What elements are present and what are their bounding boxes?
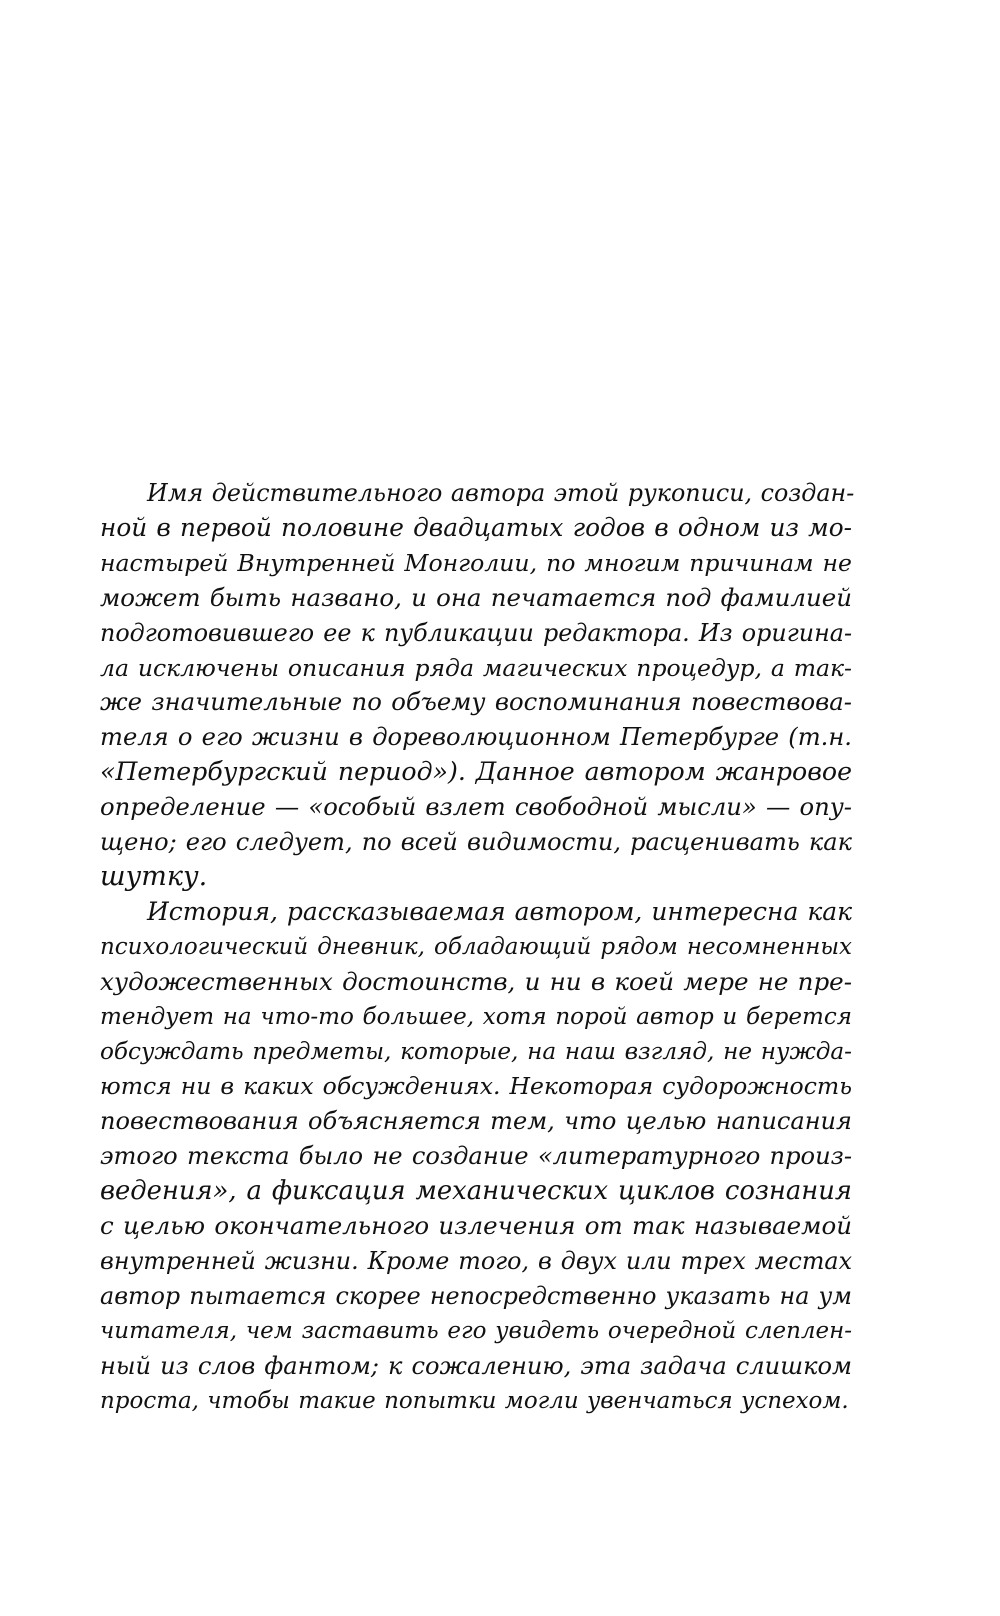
text-line: проста, чтобы такие попытки могли увенчаться успехом. [100, 1387, 849, 1414]
text-line: автор пытается скорее непосредственно указать на ум [100, 1281, 852, 1310]
text-line: щено; его следует, по всей видимости, расценивать как [100, 828, 852, 857]
text-line: подготовившего ее к публикации редактора. Из оригина- [100, 618, 852, 647]
text-line: читателя, чем заставить его увидеть очередной слеплен- [100, 1317, 852, 1344]
preface-text [100, 476, 855, 1418]
text-line: ной в первой половине двадцатых годов в одном из мо- [100, 512, 852, 542]
text-line: обсуждать предметы, которые, на наш взгляд, не нужда- [100, 1038, 852, 1065]
text-line: тендует на что-то большее, хотя порой автор и берется [100, 1003, 852, 1030]
text-line: ла исключены описания ряда магических процедур, а так- [100, 653, 852, 682]
text-line: ются ни в каких обсуждениях. Некоторая судорожность [100, 1072, 852, 1101]
text-line: «Петербургский период»). Данное автором жанровое [100, 757, 852, 787]
text-line: психологический дневник, обладающий рядом несомненных [100, 933, 852, 960]
text-line: этого текста было не создание «литературного произ- [100, 1142, 852, 1171]
text-line: может быть названо, и она печатается под фамилией [100, 582, 852, 612]
text-line: настырей Внутренней Монголии, по многим причинам не [100, 548, 852, 577]
paragraph-1 [100, 476, 855, 895]
text-line: с целью окончательного излечения от так называемой [100, 1211, 852, 1241]
text-line: История, рассказываемая автором, интересна как [147, 896, 852, 926]
text-line: определение — «особый взлет свободной мысли» — опу- [100, 792, 852, 822]
text-line: внутренней жизни. Кроме того, в двух или трех местах [100, 1246, 852, 1275]
paragraph-2 [100, 895, 852, 1419]
text-line: повествования объясняется тем, что целью написания [100, 1107, 852, 1136]
text-line: же значительные по объему воспоминания повествова- [100, 687, 852, 717]
text-line: шутку. [100, 860, 208, 892]
text-line: ный из слов фантом; к сожалению, эта задача слишком [100, 1351, 852, 1380]
text-line: художественных достоинств, и ни в коей мере не пре- [100, 966, 852, 996]
text-line: Имя действительного автора этой рукописи, создан- [147, 479, 855, 507]
text-line: ведения», а фиксация механических циклов сознания [100, 1176, 852, 1207]
text-line: теля о его жизни в дореволюционном Петербурге (т.н. [100, 723, 852, 752]
